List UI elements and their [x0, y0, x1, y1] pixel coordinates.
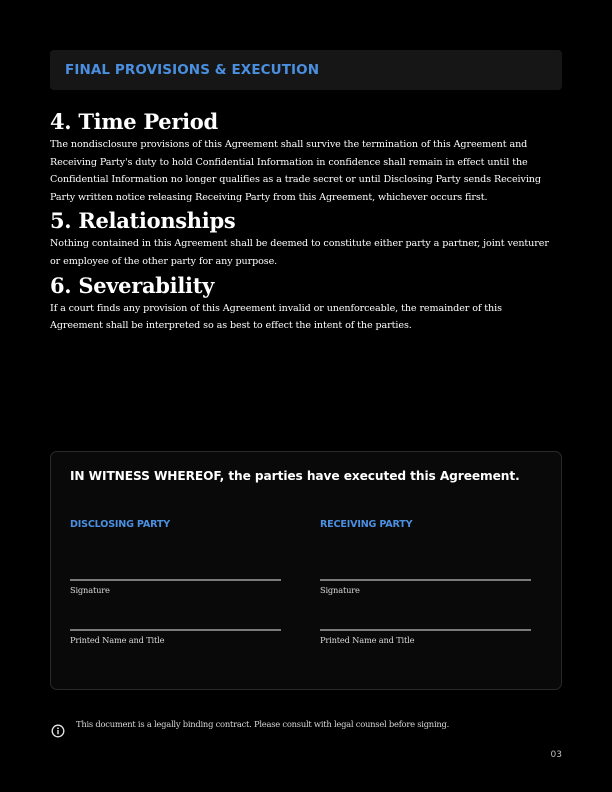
clause-severability [50, 272, 555, 335]
signature-line[interactable] [320, 579, 531, 581]
clause-title: 6. Severability [50, 272, 215, 298]
witness-statement: IN WITNESS WHEREOF, the parties have executed this Agreement. [70, 469, 520, 483]
signature-block [50, 451, 562, 690]
disclosing-party-signature [70, 519, 281, 645]
printed-name-label: Printed Name and Title [70, 635, 165, 645]
page-number: 03 [550, 750, 562, 760]
clause-relationships [50, 207, 555, 270]
receiving-party-signature [320, 519, 531, 645]
party-label: RECEIVING PARTY [320, 519, 413, 530]
clause-body: The nondisclosure provisions of this Agreement shall survive the termination of this Agreement and Receiving Party's duty to hold Confidential Information in confidence shall remain in effect until the Confidential Information no longer qualifies as a trade secret or until Disclosing Party sends Receiving Party written notice releasing Receiving Party from this Agreement, whichever occurs first. [50, 139, 541, 203]
clause-title: 5. Relationships [50, 208, 236, 234]
clauses [50, 108, 555, 336]
clause-body: Nothing contained in this Agreement shall be deemed to constitute either party a partner, joint venturer or employee of the other party for any purpose. [50, 238, 549, 267]
legal-notice [51, 718, 449, 738]
printed-name-line[interactable] [70, 629, 281, 631]
signature-line[interactable] [70, 579, 281, 581]
printed-name-label: Printed Name and Title [320, 635, 415, 645]
section-title: FINAL PROVISIONS & EXECUTION [65, 62, 320, 78]
info-icon [51, 724, 65, 738]
printed-name-line[interactable] [320, 629, 531, 631]
signature-label: Signature [70, 585, 110, 595]
clause-time-period [50, 108, 555, 206]
clause-title: 4. Time Period [50, 109, 218, 134]
notice-text: This document is a legally binding contract. Please consult with legal counsel before signing. [76, 719, 450, 729]
section-header [50, 50, 562, 90]
clause-body: If a court finds any provision of this Agreement invalid or unenforceable, the remainder of this Agreement shall be interpreted so as best to effect the intent of the parties. [50, 302, 502, 332]
party-label: DISCLOSING PARTY [70, 519, 170, 530]
signature-label: Signature [320, 585, 360, 595]
